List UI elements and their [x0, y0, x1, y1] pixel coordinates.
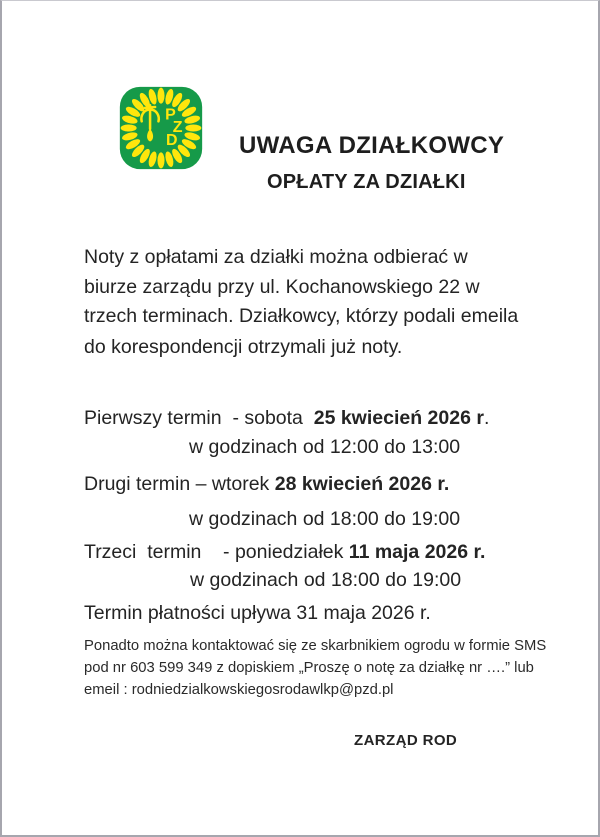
term-3-line	[84, 541, 485, 563]
footnote-line: pod nr 603 599 349 z dopiskiem „Proszę o notę za działkę nr ….” lub	[84, 660, 534, 676]
term-3-label: Trzeci termin - poniedziałek	[84, 541, 349, 563]
logo-letter-p: P	[165, 106, 176, 124]
term-2-label: Drugi termin – wtorek	[84, 473, 275, 495]
signature: ZARZĄD ROD	[354, 732, 458, 749]
pzd-logo-icon	[117, 86, 205, 170]
term-2-line	[84, 473, 449, 495]
page-title: UWAGA DZIAŁKOWCY	[239, 132, 505, 159]
term-2-date: 28 kwiecień 2026 r.	[274, 473, 450, 495]
footnote-line: Ponadto można kontaktować się ze skarbnikiem ogrodu w formie SMS	[84, 638, 547, 654]
term-3-hours: w godzinach od 18:00 do 19:00	[190, 569, 462, 591]
term-3-date: 11 maja 2026 r.	[348, 541, 486, 563]
term-1-label: Pierwszy termin - sobota	[84, 407, 314, 429]
term-2-hours: w godzinach od 18:00 do 19:00	[189, 508, 461, 530]
logo-letter-z: Z	[172, 119, 183, 137]
intro-line: do korespondencji otrzymali już noty.	[84, 336, 403, 358]
term-1-suffix: .	[483, 407, 490, 429]
payment-deadline: Termin płatności upływa 31 maja 2026 r.	[84, 602, 431, 624]
term-1-line	[84, 407, 489, 429]
footnote-line: emeil : rodniedzialkowskiegosrodawlkp@pzd.pl	[84, 682, 394, 698]
intro-line: biurze zarządu przy ul. Kochanowskiego 22 w	[84, 276, 480, 298]
logo-letter-d: D	[166, 131, 178, 149]
intro-line: Noty z opłatami za działki można odbierać w	[84, 246, 468, 268]
term-1-date: 25 kwiecień 2026 r	[313, 407, 484, 429]
intro-line: trzech terminach. Działkowcy, którzy podali emeila	[84, 305, 519, 327]
page-subtitle: OPŁATY ZA DZIAŁKI	[267, 171, 466, 193]
term-1-hours: w godzinach od 12:00 do 13:00	[189, 436, 461, 458]
